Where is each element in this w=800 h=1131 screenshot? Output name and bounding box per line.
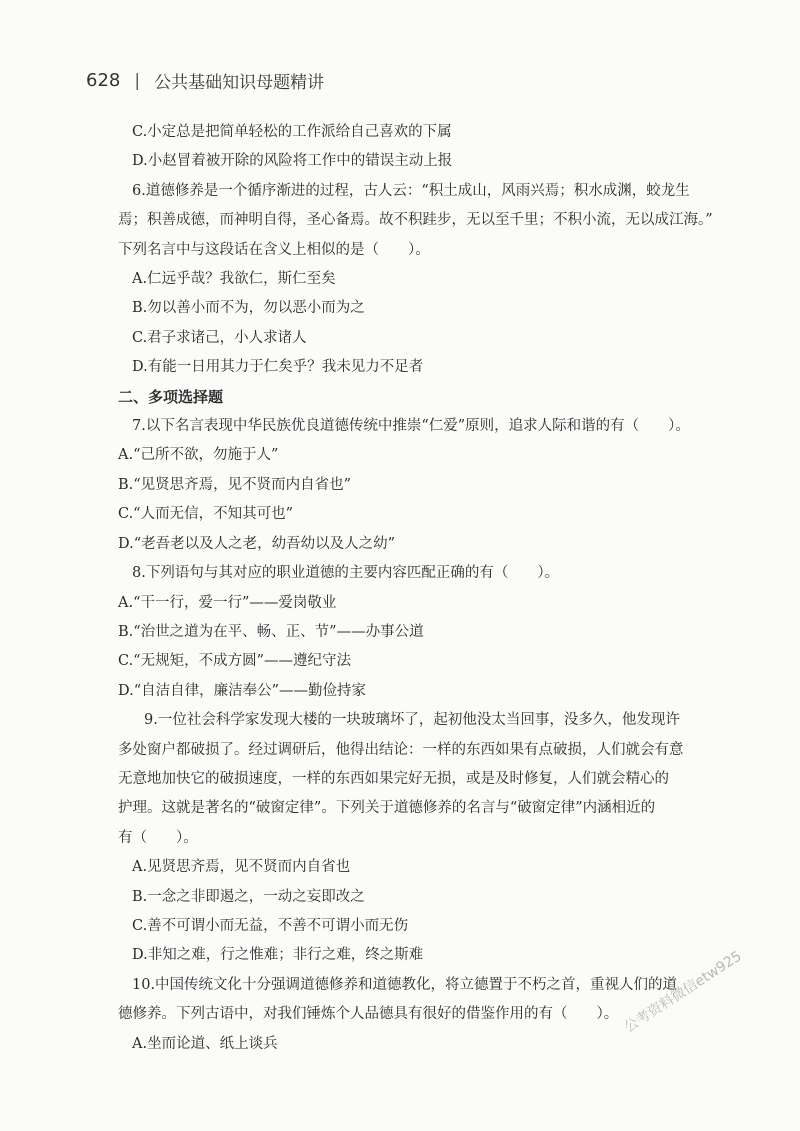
q5-option-c: C.小定总是把简单轻松的工作派给自己喜欢的下属 <box>132 124 452 140</box>
q8-option-d: D.“自洁自律，廉洁奉公”——勤俭持家 <box>118 682 367 699</box>
q8-stem: 8.下列语句与其对应的职业道德的主要内容匹配正确的有（ ）。 <box>132 565 560 582</box>
q6-option-d: D.有能一日用其力于仁矣乎？我未见力不足者 <box>132 359 424 376</box>
section-title-multiple-choice: 二、多项选择题 <box>118 387 224 406</box>
q8-option-b: B.“治世之道为在平、畅、正、节”——办事公道 <box>118 623 424 640</box>
book-title: 公共基础知识母题精讲 <box>154 73 325 93</box>
q8-option-c: C.“无规矩，不成方圆”——遵纪守法 <box>118 653 352 670</box>
q6-option-a: A.仁远乎哉？我欲仁，斯仁至矣 <box>132 271 336 288</box>
q10-option-a: A.坐而论道、纸上谈兵 <box>132 1035 278 1052</box>
q9-stem-line-2: 多处窗户都破损了。经过调研后，他得出结论：一样的东西如果有点破损，人们就会有意 <box>118 741 684 758</box>
q7-option-b: B.“见贤思齐焉，见不贤而内自省也” <box>118 476 352 493</box>
q9-option-a: A.见贤思齐焉，见不贤而内自省也 <box>132 859 351 876</box>
q9-option-b: B.一念之非即遏之，一动之妄即改之 <box>132 888 365 905</box>
q6-option-b: B.勿以善小而不为，勿以恶小而为之 <box>132 300 365 317</box>
q9-stem-line-4: 护理。这就是著名的“破窗定律”。下列关于道德修养的名言与“破窗定律”内涵相近的 <box>118 800 656 817</box>
q6-stem-line-3: 下列名言中与这段话在含义上相似的是（ ）。 <box>118 241 430 258</box>
q7-option-a: A.“己所不欲，勿施于人” <box>118 447 279 464</box>
q5-option-d: D.小赵冒着被开除的风险将工作中的错误主动上报 <box>132 153 453 170</box>
q7-option-d: D.“老吾老以及人之老，幼吾幼以及人之幼” <box>118 535 396 552</box>
q9-stem-line-3: 无意地加快它的破损速度，一样的东西如果完好无损，或是及时修复，人们就会精心的 <box>118 770 669 787</box>
page-content <box>118 118 722 1059</box>
q6-option-c: C.君子求诸己，小人求诸人 <box>132 329 307 346</box>
q9-option-d: D.非知之难，行之惟难；非行之难，终之斯难 <box>132 947 424 964</box>
q7-option-c: C.“人而无信，不知其可也” <box>118 506 294 523</box>
page-header <box>86 68 324 93</box>
q6-stem-line-1: 6.道德修养是一个循序渐进的过程，古人云：“积土成山，风雨兴焉；积水成渊，蛟龙生 <box>132 182 690 199</box>
q8-option-a: A.“干一行，爱一行”——爱岗敬业 <box>118 594 337 611</box>
watermark-text: 公考资料微信etw925 <box>621 948 745 1036</box>
q6-stem-line-2: 焉；积善成德，而神明自得，圣心备焉。故不积跬步，无以至千里；不积小流，无以成江海。” <box>118 212 713 229</box>
q10-stem-line-2: 德修养。下列古语中，对我们锤炼个人品德具有很好的借鉴作用的有（ ）。 <box>118 1006 619 1023</box>
page-number: 628 <box>86 70 121 91</box>
q10-stem-line-1: 10.中国传统文化十分强调道德修养和道德教化，将立德置于不朽之首，重视人们的道 <box>132 976 678 993</box>
q9-option-c: C.善不可谓小而无益，不善不可谓小而无伤 <box>132 917 409 934</box>
q9-stem-line-5: 有（ ）。 <box>118 829 198 846</box>
q9-stem-line-1: 9.一位社会科学家发现大楼的一块玻璃坏了，起初他没太当回事，没多久，他发现许 <box>144 712 680 729</box>
q7-stem: 7.以下名言表现中华民族优良道德传统中推崇“仁爱”原则，追求人际和谐的有（ ）。 <box>132 418 690 435</box>
header-separator: | <box>134 70 141 91</box>
